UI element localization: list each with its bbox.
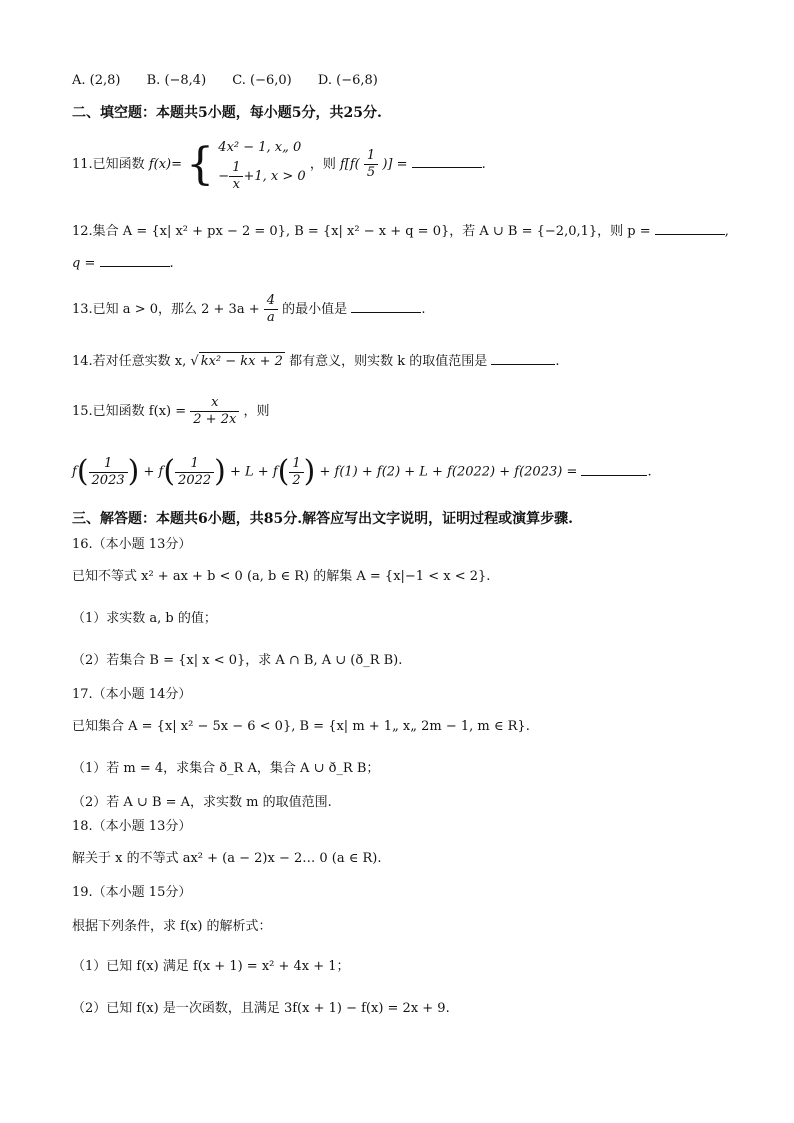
q19-part1: （1）已知 f(x) 满足 f(x + 1) = x² + 4x + 1； bbox=[72, 959, 350, 974]
q15-f1: f bbox=[72, 464, 77, 480]
choice-d: D. (−6,8) bbox=[317, 73, 378, 88]
q15-frac-2 bbox=[175, 456, 214, 489]
q19-stem: 根据下列条件，求 f(x) 的解析式： bbox=[72, 919, 272, 934]
q16-part2: （2）若集合 B = {x| x < 0}，求 A ∩ B, A ∪ (ð_R B). bbox=[72, 653, 403, 668]
q17-head: 17.（本小题 14分） bbox=[72, 687, 192, 702]
q16-stem: 已知不等式 x² + ax + b < 0 (a, b ∈ R) 的解集 A = {x|−1 < x < 2}. bbox=[72, 569, 491, 584]
choice-c: C. (−6,0) bbox=[232, 73, 292, 88]
q11-case2-den: x bbox=[232, 177, 241, 192]
q15-num: x bbox=[190, 395, 239, 412]
question-11 bbox=[72, 136, 486, 193]
q13-end: . bbox=[421, 302, 426, 317]
q11-case2-rest: +1, x > 0 bbox=[243, 169, 306, 184]
q15-answer-blank[interactable] bbox=[581, 463, 647, 476]
q11-end: . bbox=[481, 157, 486, 172]
q12-q-blank[interactable] bbox=[100, 254, 170, 267]
q18-stem: 解关于 x 的不等式 ax² + (a − 2)x − 2… 0 (a ∈ R). bbox=[72, 851, 382, 866]
q11-case2-num: 1 bbox=[229, 160, 243, 177]
q11-fx: f(x)= bbox=[148, 157, 183, 172]
q13-prefix: 13.已知 a > 0，那么 2 + 3a + bbox=[72, 302, 260, 317]
q12-text: 12.集合 A = {x| x² + px − 2 = 0}, B = {x| x² − x + q = 0}，若 A ∪ B = {−2,0,1}，则 p = bbox=[72, 224, 651, 239]
q18-head: 18.（本小题 13分） bbox=[72, 819, 192, 834]
q13-answer-blank[interactable] bbox=[351, 300, 421, 313]
question-14 bbox=[72, 352, 560, 371]
q11-cases bbox=[218, 136, 305, 193]
q15-n1: 1 bbox=[89, 456, 128, 473]
q11-prefix: 11.已知函数 bbox=[72, 157, 145, 172]
q14-radical-sign: √ bbox=[190, 354, 199, 369]
q11-case2-minus: − bbox=[218, 169, 230, 184]
q15-paren-open-1: ( bbox=[76, 454, 89, 489]
q11-ff: f[f( bbox=[339, 157, 360, 172]
q15-frac bbox=[190, 395, 239, 428]
q12-p-blank[interactable] bbox=[655, 222, 725, 235]
question-15-expr bbox=[72, 452, 652, 493]
q11-answer-blank[interactable] bbox=[412, 155, 482, 168]
question-12-line2 bbox=[72, 254, 174, 273]
q16-head: 16.（本小题 13分） bbox=[72, 537, 192, 552]
section-2-heading: 二、填空题：本题共5小题，每小题5分，共25分. bbox=[72, 105, 382, 121]
q15-mid: + L + f bbox=[230, 464, 278, 480]
q11-close: )] = bbox=[382, 157, 408, 172]
q13-num: 4 bbox=[264, 293, 278, 310]
q13-frac bbox=[264, 293, 278, 326]
question-12 bbox=[72, 222, 729, 241]
q14-suffix: 都有意义，则实数 k 的取值范围是 bbox=[289, 354, 488, 369]
q19-part2: （2）已知 f(x) 是一次函数，且满足 3f(x + 1) − f(x) = 2x + 9. bbox=[72, 1001, 450, 1016]
q11-case2 bbox=[218, 160, 305, 193]
q11-brace: { bbox=[186, 138, 215, 190]
q13-suffix: 的最小值是 bbox=[282, 302, 348, 317]
q12-line2-end: . bbox=[169, 256, 174, 271]
q14-prefix: 14.若对任意实数 x, bbox=[72, 354, 187, 369]
q15-d1: 2023 bbox=[91, 472, 125, 488]
choice-b: B. (−8,4) bbox=[146, 73, 207, 88]
q11-case2-frac bbox=[229, 160, 243, 193]
q15-n2: 1 bbox=[175, 456, 214, 473]
question-15 bbox=[72, 394, 269, 430]
q15-tail: + f(1) + f(2) + L + f(2022) + f(2023) = bbox=[319, 464, 578, 480]
q12-end: , bbox=[724, 224, 729, 239]
q15-d2: 2022 bbox=[178, 472, 212, 488]
q17-part2: （2）若 A ∪ B = A，求实数 m 的取值范围. bbox=[72, 795, 332, 810]
question-13 bbox=[72, 292, 425, 328]
q19-head: 19.（本小题 15分） bbox=[72, 885, 192, 900]
q13-den: a bbox=[266, 310, 275, 325]
choices-row bbox=[72, 72, 400, 90]
q15-plus1: + f bbox=[143, 464, 164, 480]
q15-den: 2 + 2x bbox=[193, 412, 237, 427]
q15-d3: 2 bbox=[292, 472, 301, 488]
q15-paren-open-2: ( bbox=[163, 454, 176, 489]
q11-frac-num: 1 bbox=[364, 148, 378, 165]
q11-frac bbox=[364, 148, 378, 181]
q15-end: . bbox=[647, 464, 652, 480]
q15-frac-1 bbox=[89, 456, 128, 489]
q17-stem: 已知集合 A = {x| x² − 5x − 6 < 0}, B = {x| m + 1„ x„ 2m − 1, m ∈ R}. bbox=[72, 719, 530, 734]
q14-end: . bbox=[555, 354, 560, 369]
q11-frac-den: 5 bbox=[366, 165, 376, 180]
q15-prefix: 15.已知函数 f(x) = bbox=[72, 404, 187, 419]
choice-a: A. (2,8) bbox=[72, 73, 121, 88]
q11-case1: 4x² − 1, x„ 0 bbox=[218, 140, 302, 155]
q16-part1: （1）求实数 a, b 的值； bbox=[72, 611, 217, 626]
q15-paren-close-1: ) bbox=[127, 454, 140, 489]
q11-mid: ，则 bbox=[309, 157, 336, 172]
q15-n3: 1 bbox=[289, 456, 303, 473]
q14-radicand: kx² − kx + 2 bbox=[200, 354, 283, 369]
q15-paren-open-3: ( bbox=[277, 454, 290, 489]
q15-paren-close-2: ) bbox=[214, 454, 226, 489]
q15-frac-3 bbox=[289, 456, 303, 489]
q15-paren-close-3: ) bbox=[303, 454, 316, 489]
q17-part1: （1）若 m = 4，求集合 ð_R A，集合 A ∪ ð_R B； bbox=[72, 761, 380, 776]
q12-q-label: q = bbox=[72, 256, 96, 271]
section-3-heading: 三、解答题：本题共6小题，共85分.解答应写出文字说明，证明过程或演算步骤. bbox=[72, 511, 573, 527]
q15-suffix: ，则 bbox=[243, 404, 270, 419]
q14-answer-blank[interactable] bbox=[491, 352, 555, 365]
